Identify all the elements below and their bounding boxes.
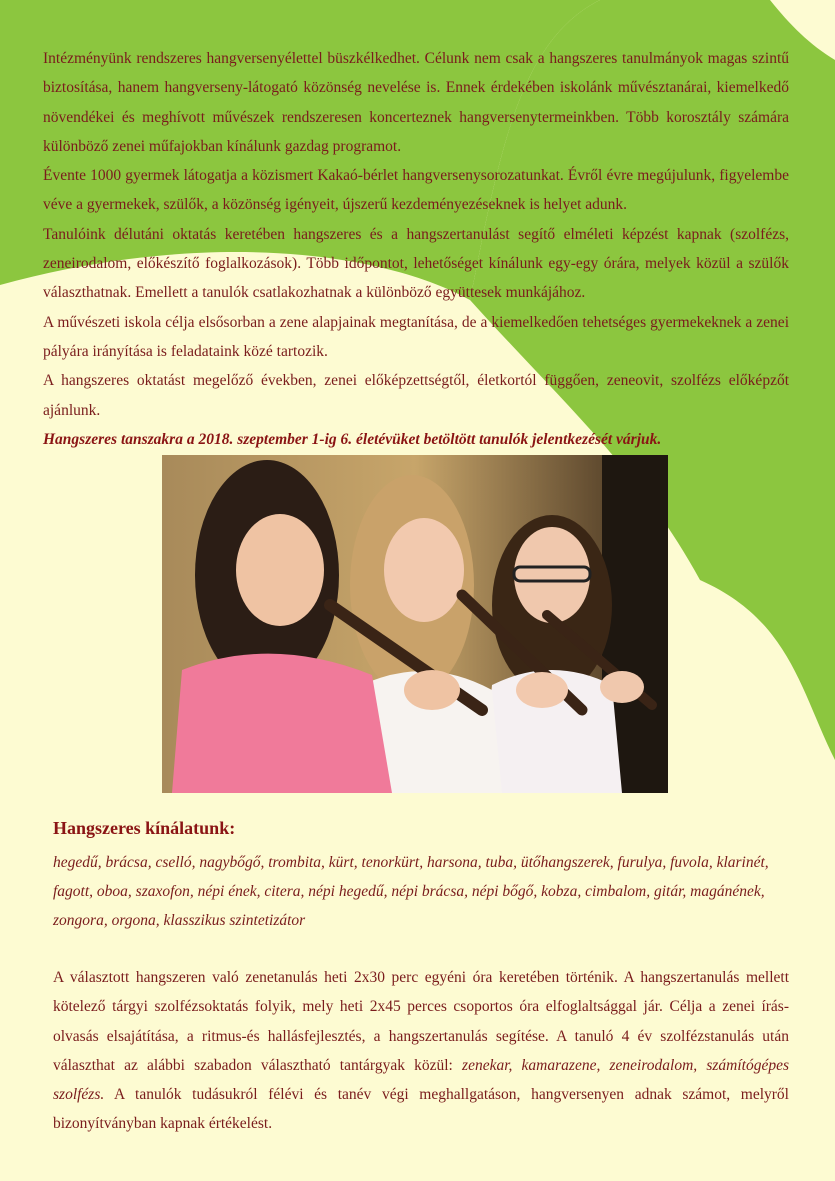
students-playing-recorders-photo <box>162 455 668 793</box>
intro-paragraph: Tanulóink délutáni oktatás keretében hangszeres és a hangszertanulást segítő elméleti képzést kapnak (szolfézs, zeneirodalom, előkészítő foglalkozások). Több időpontot, lehetőséget kínálunk egy-egy órára, melyek közül a szülők választhatnak. Emellett a tanulók csatlakozhatnak a különböző együttesek munkájához. <box>43 225 789 302</box>
instrument-offer-heading: Hangszeres kínálatunk: <box>53 818 236 838</box>
lesson-info-paragraph <box>53 963 789 1139</box>
instrument-list: hegedű, brácsa, cselló, nagybőgő, trombita, kürt, tenorkürt, harsona, tuba, ütőhangszerek, furulya, fuvola, klarinét, fagott, oboa, szaxofon, népi ének, citera, népi hegedű, népi brácsa, népi bőgő, kobza, cimbalom, gitár, magánének, zongora, orgona, klasszikus szintetizátor <box>53 854 769 929</box>
lesson-info-text-end: A tanulók tudásukról félévi és tanév végi meghallgatáson, hangversenyen adnak számot, melyről bizonyítványban kapnak értékelést. <box>53 1086 789 1133</box>
enrollment-call-to-action: Hangszeres tanszakra a 2018. szeptember 1-ig 6. életévüket betöltött tanulók jelentkezését várjuk. <box>43 430 662 448</box>
intro-paragraph: A hangszeres oktatást megelőző években, zenei előképzettségtől, életkortól függően, zeneovit, szolfézs előképzőt ajánlunk. <box>43 372 789 419</box>
intro-paragraph: Évente 1000 gyermek látogatja a közismert Kakaó-bérlet hangversenysorozatunkat. Évről évre megújulunk, figyelembe véve a gyermekek, szülők, a közönség igényeit, újszerű kezdeményezéseknek is helyet adunk. <box>43 167 789 214</box>
intro-paragraph: Intézményünk rendszeres hangversenyélettel büszkélkedhet. Célunk nem csak a hangszeres tanulmányok magas szintű biztosítása, hanem hangverseny-látogató közönség nevelése is. Ennek érdekében iskolánk művésztanárai, kiemelkedő növendékei és meghívott művészek rendszeresen koncerteznek hangversenytermeinkben. Több korosztály számára különböző zenei műfajokban kínálunk gazdag programot. <box>43 50 789 155</box>
lesson-info-text: A választott hangszeren való zenetanulás heti 2x30 perc egyéni óra keretében történik. A hangszertanulás mellett kötelező tárgyi szolfézsoktatás folyik, mely heti 2x45 perces csoportos óra elfoglaltsággal jár. Célja a zenei írás-olvasás elsajátítása, a ritmus-és hallásfejlesztés, a hangszertanulás segítése. A tanuló 4 év szolfézstanulás után választhat az alábbi szabadon választható tantárgyak közül: <box>53 969 789 1074</box>
elective-subjects: zenekar, kamarazene, zeneirodalom, számítógépes szolfézs. <box>53 1056 789 1104</box>
intro-paragraph: A művészeti iskola célja elsősorban a zene alapjainak megtanítása, de a kiemelkedően tehetséges gyermekeknek a zenei pályára irányítása is feladataink közé tartozik. <box>43 313 789 360</box>
intro-text <box>43 44 789 454</box>
